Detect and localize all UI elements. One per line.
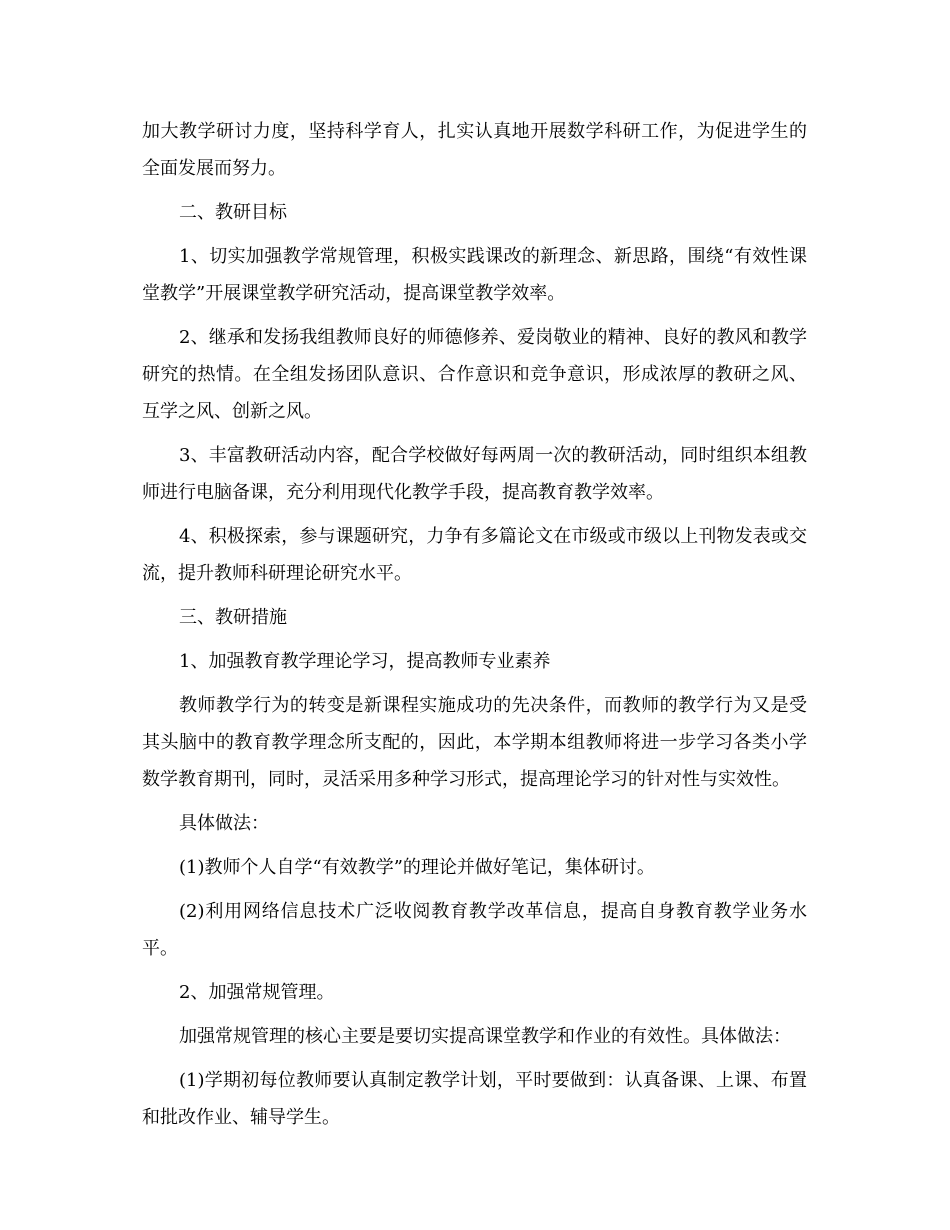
method-item-2: (2)利用网络信息技术广泛收阅教育教学改革信息，提高自身教育教学业务水平。	[142, 901, 807, 959]
document-body	[142, 113, 807, 1143]
measure-item-2-body: 加强常规管理的核心主要是要切实提高课堂教学和作业的有效性。具体做法：	[179, 1026, 791, 1047]
measure-item-1-body: 教师教学行为的转变是新课程实施成功的先决条件，而教师的教学行为又是受其头脑中的教育教学理念所支配的，因此，本学期本组教师将进一步学习各类小学数学教育期刊，同时，灵活采用多种学习形式，提高理论学习的针对性与实效性。	[142, 695, 807, 790]
goal-item-3: 3、丰富教研活动内容，配合学校做好每两周一次的教研活动，同时组织本组教师进行电脑备课，充分利用现代化教学手段，提高教育教学效率。	[142, 445, 807, 503]
specific-methods-label: 具体做法：	[179, 813, 269, 834]
measure-item-1-title: 1、加强教育教学理论学习，提高教师专业素养	[179, 651, 551, 672]
goal-item-1: 1、切实加强教学常规管理，积极实践课改的新理念、新思路，围绕“有效性课堂教学”开展课堂教学研究活动，提高课堂教学效率。	[142, 246, 807, 304]
method-item-1: (1)教师个人自学“有效教学”的理论并做好笔记，集体研讨。	[179, 857, 655, 878]
section-heading-research-measures: 三、教研措施	[179, 607, 287, 628]
section-heading-research-goals: 二、教研目标	[179, 202, 287, 223]
measure-item-2-title: 2、加强常规管理。	[179, 982, 335, 1003]
paragraph-continuation: 加大教学研讨力度，坚持科学育人，扎实认真地开展数学科研工作，为促进学生的全面发展而努力。	[142, 121, 807, 179]
goal-item-2: 2、继承和发扬我组教师良好的师德修养、爱岗敬业的精神、良好的教风和教学研究的热情。在全组发扬团队意识、合作意识和竞争意识，形成浓厚的教研之风、互学之风、创新之风。	[142, 327, 807, 422]
goal-item-4: 4、积极探索，参与课题研究，力争有多篇论文在市级或市级以上刊物发表或交流，提升教师科研理论研究水平。	[142, 526, 807, 584]
routine-item-1: (1)学期初每位教师要认真制定教学计划，平时要做到：认真备课、上课、布置和批改作业、辅导学生。	[142, 1070, 807, 1128]
